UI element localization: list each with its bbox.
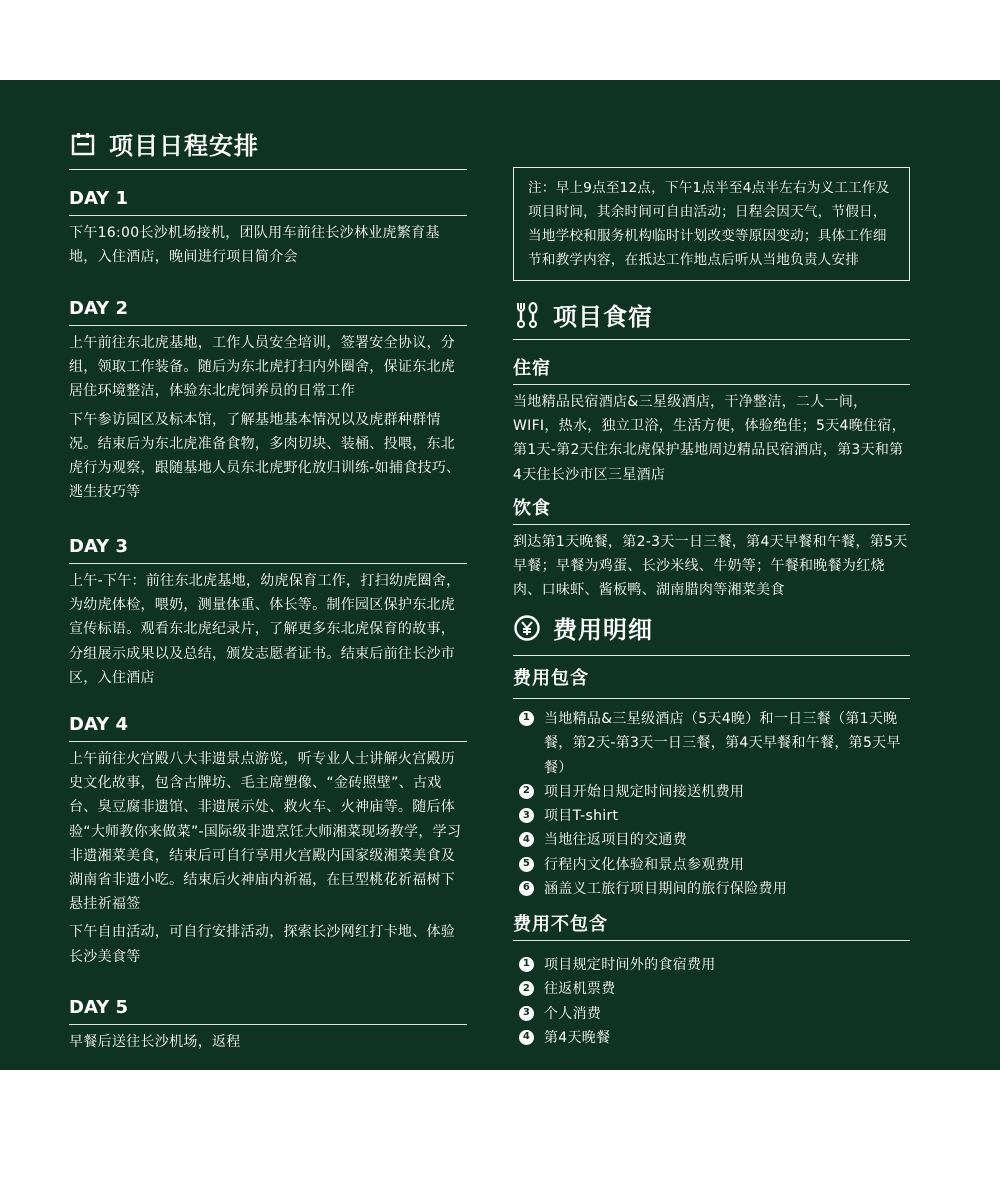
day-label: DAY 1 bbox=[69, 188, 467, 216]
day-block bbox=[69, 188, 467, 269]
day-block bbox=[69, 536, 467, 690]
calendar-icon bbox=[69, 130, 97, 158]
day-text: 上午前往东北虎基地，工作人员安全培训，签署安全协议，分组，领取工作装备。随后为东北虎打扫内外圈舍，保证东北虎居住环境整洁，体验东北虎饲养员的日常工作 bbox=[69, 335, 456, 400]
day-label: DAY 3 bbox=[69, 536, 467, 564]
day-block bbox=[69, 298, 467, 504]
include-list bbox=[513, 699, 910, 901]
schedule-title: 项目日程安排 bbox=[109, 132, 259, 160]
include-title: 费用包含 bbox=[513, 664, 910, 699]
include-block bbox=[513, 664, 910, 901]
day-text: 上午前往火宫殿八大非遗景点游览，听专业人士讲解火宫殿历史文化故事，包含古牌坊、毛主席塑像、“金砖照壁”、古戏台、臭豆腐非遗馆、非遗展示处、救火车、火神庙等。随后体验“大师教你来做菜”-国际级非遗烹饪大师湘菜现场教学，学习非遗湘菜美食，结束后可自行享用火宫殿内国家级湘菜美食及湖南省非遗小吃。结束后火神庙内祈福，在巨型桃花祈福树下悬挂祈福签 bbox=[69, 751, 462, 913]
food-text: 到达第1天晚餐，第2-3天一日三餐，第4天早餐和午餐，第5天早餐；早餐为鸡蛋、长沙米线、牛奶等；午餐和晚餐为红烧肉、口味虾、酱板鸭、湖南腊肉等湘菜美食 bbox=[513, 534, 908, 599]
list-item: 5 行程内文化体验和景点参观费用 bbox=[513, 853, 910, 877]
list-item: 6 涵盖义工旅行项目期间的旅行保险费用 bbox=[513, 877, 910, 901]
food-title: 饮食 bbox=[513, 494, 910, 525]
day-text: 下午16:00长沙机场接机，团队用车前往长沙林业虎繁育基地，入住酒店，晚间进行项目简介会 bbox=[69, 225, 440, 266]
schedule-note: 注：早上9点至12点，下午1点半至4点半左右为义工工作及项目时间，其余时间可自由活动；日程会因天气，节假日，当地学校和服务机构临时计划改变等原因变动；具体工作细节和教学内容，在抵达工作地点后听从当地负责人安排 bbox=[513, 167, 910, 281]
exclude-title: 费用不包含 bbox=[513, 910, 910, 941]
schedule-heading bbox=[69, 126, 467, 161]
lodging-heading bbox=[513, 297, 910, 332]
day-label: DAY 4 bbox=[69, 714, 467, 742]
stay-block bbox=[513, 354, 910, 487]
list-item: 4 当地往返项目的交通费 bbox=[513, 828, 910, 852]
fees-heading bbox=[513, 610, 910, 645]
day-label: DAY 5 bbox=[69, 997, 467, 1025]
day-text: 下午参访园区及标本馆，了解基地基本情况以及虎群种群情况。结束后为东北虎准备食物，多肉切块、装桶、投喂，东北虎行为观察，跟随基地人员东北虎野化放归训练-如捕食技巧、逃生技巧等 bbox=[69, 411, 461, 501]
food-block bbox=[513, 494, 910, 603]
stay-text: 当地精品民宿酒店&三星级酒店，干净整洁，二人一间，WIFI，热水，独立卫浴，生活方便，体验绝佳；5天4晚住宿，第1天-第2天住东北虎保护基地周边精品民宿酒店，第3天和第4天住长沙市区三星酒店 bbox=[513, 394, 906, 483]
divider bbox=[513, 655, 910, 656]
day-text: 下午自由活动，可自行安排活动，探索长沙网红打卡地、体验长沙美食等 bbox=[69, 924, 456, 965]
fees-title: 费用明细 bbox=[553, 616, 653, 644]
day-text: 早餐后送往长沙机场，返程 bbox=[69, 1034, 241, 1050]
itinerary-panel bbox=[0, 80, 1000, 1070]
list-item: 1 项目规定时间外的食宿费用 bbox=[513, 953, 910, 977]
list-item: 4 第4天晚餐 bbox=[513, 1026, 910, 1050]
yuan-icon bbox=[513, 614, 541, 642]
day-block bbox=[69, 997, 467, 1054]
list-item: 2 项目开始日规定时间接送机费用 bbox=[513, 780, 910, 804]
fork-spoon-icon bbox=[513, 301, 541, 329]
divider bbox=[69, 169, 467, 170]
divider bbox=[513, 339, 910, 340]
list-item: 3 个人消费 bbox=[513, 1002, 910, 1026]
list-item: 3 项目T-shirt bbox=[513, 804, 910, 828]
lodging-title: 项目食宿 bbox=[553, 303, 653, 331]
exclude-block bbox=[513, 910, 910, 1050]
list-item: 2 往返机票费 bbox=[513, 977, 910, 1001]
day-block bbox=[69, 714, 467, 969]
day-text: 上午-下午：前往东北虎基地，幼虎保育工作，打扫幼虎圈舍，为幼虎体检，喂奶，测量体重、体长等。制作园区保护东北虎宣传标语。观看东北虎纪录片，了解更多东北虎保育的故事，分组展示成果以及总结，颁发志愿者证书。结束后前往长沙市区，入住酒店 bbox=[69, 573, 461, 686]
exclude-list bbox=[513, 941, 910, 1050]
list-item: 1 当地精品&三星级酒店（5天4晚）和一日三餐（第1天晚餐，第2天-第3天一日三餐，第4天早餐和午餐，第5天早餐） bbox=[513, 707, 910, 780]
day-label: DAY 2 bbox=[69, 298, 467, 326]
stay-title: 住宿 bbox=[513, 354, 910, 385]
